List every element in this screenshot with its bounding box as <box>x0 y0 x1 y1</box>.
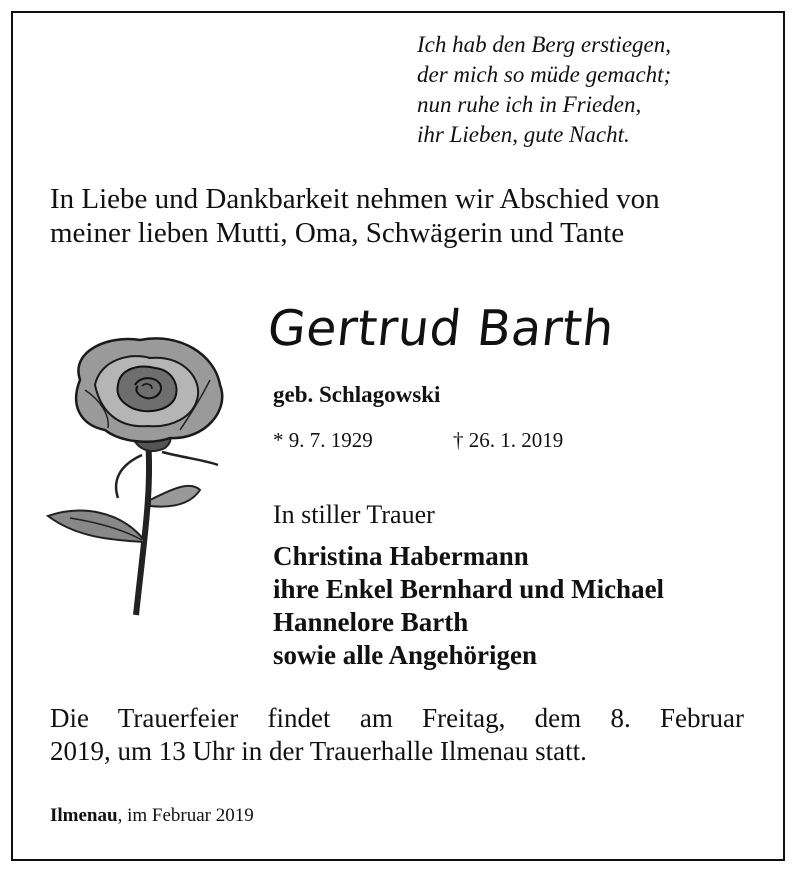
poem-line: ihr Lieben, gute Nacht. <box>417 122 630 147</box>
funeral-line: 2019, um 13 Uhr in der Trauerhalle Ilmenau statt. <box>50 736 587 766</box>
mourning-heading: In stiller Trauer <box>273 500 435 529</box>
intro-line: In Liebe und Dankbarkeit nehmen wir Abschied von <box>50 183 660 215</box>
poem-line: nun ruhe ich in Frieden, <box>417 92 642 117</box>
mourner-name: Christina Habermann <box>273 541 529 571</box>
maiden-name: geb. Schlagowski <box>273 382 441 407</box>
footer-date: , im Februar 2019 <box>117 805 254 826</box>
mourners-list <box>273 540 664 672</box>
mourner-name: sowie alle Angehörigen <box>273 640 537 670</box>
funeral-info <box>50 702 744 768</box>
mourner-name: ihre Enkel Bernhard und Michael <box>273 574 665 604</box>
footer-place: Ilmenau <box>50 805 118 826</box>
rose-icon <box>40 330 240 620</box>
life-dates <box>273 428 563 453</box>
poem-line: der mich so müde gemacht; <box>417 62 672 87</box>
mourner-name: Hannelore Barth <box>273 607 469 637</box>
intro-text <box>50 182 770 250</box>
intro-line: meiner lieben Mutti, Oma, Schwägerin und Tante <box>50 217 625 249</box>
poem <box>417 30 777 150</box>
funeral-line: Die Trauerfeier findet am Freitag, dem 8. Februar <box>50 703 744 733</box>
birth-date: * 9. 7. 1929 <box>273 428 373 452</box>
footer-place-date <box>50 805 254 827</box>
poem-line: Ich hab den Berg erstiegen, <box>417 32 671 57</box>
death-date: † 26. 1. 2019 <box>453 428 564 452</box>
deceased-name: Gertrud Barth <box>265 300 617 357</box>
